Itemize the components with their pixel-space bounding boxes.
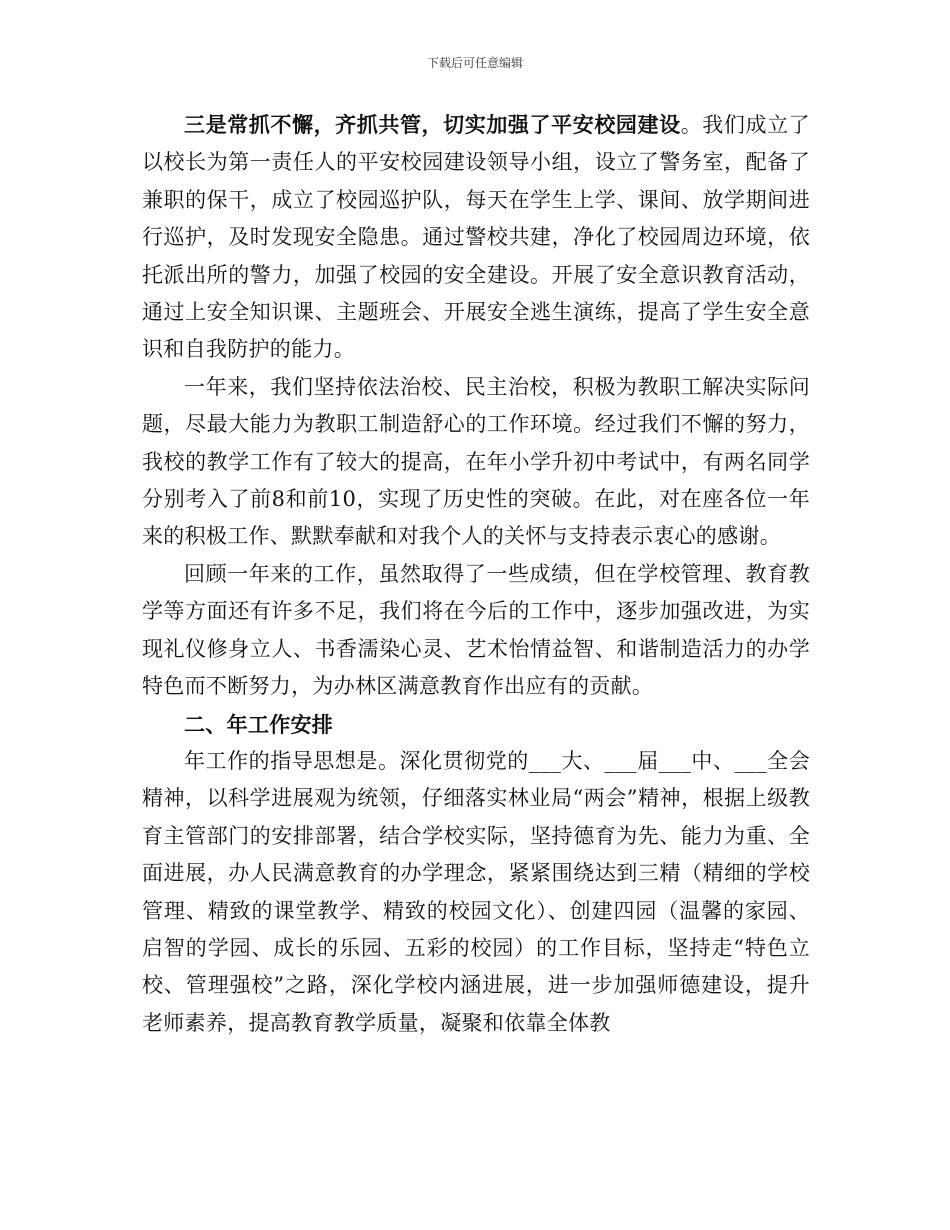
section-heading: 二、年工作安排: [184, 711, 334, 737]
document-body: [142, 106, 810, 1042]
paragraph-safe-campus: [142, 106, 810, 369]
paragraph-looking-back: 回顾一年来的工作，虽然取得了一些成绩，但在学校管理、教育教学等方面还有许多不足，我们将在今后的工作中，逐步加强改进，为实现礼仪修身立人、书香濡染心灵、艺术怡情益智、和谐制造活力的办学特色而不断努力，为办林区满意教育作出应有的贡献。: [142, 561, 810, 699]
page-header-note: 下载后可任意编辑: [426, 56, 523, 70]
paragraph-year-review: 一年来，我们坚持依法治校、民主治校，积极为教职工解决实际问题，尽最大能力为教职工制造舒心的工作环境。经过我们不懈的努力，我校的教学工作有了较大的提高，在年小学升初中考试中，有两名同学分别考入了前8和前10，实现了历史性的突破。在此，对在座各位一年来的积极工作、默默奉献和对我个人的关怀与支持表示衷心的感谢。: [142, 374, 810, 549]
paragraph-text: 。我们成立了以校长为第一责任人的平安校园建设领导小组，设立了警务室，配备了兼职的保干，成立了校园巡护队，每天在学生上学、课间、放学期间进行巡护，及时发现安全隐患。通过警校共建，净化了校园周边环境，依托派出所的警力，加强了校园的安全建设。开展了安全意识教育活动，通过上安全知识课、主题班会、开展安全逃生演练，提高了学生安全意识和自我防护的能力。: [142, 113, 810, 362]
paragraph-guiding-thought: 年工作的指导思想是。深化贯彻党的___大、___届___中、___全会精神，以科学进展观为统领，仔细落实林业局“两会”精神，根据上级教育主管部门的安排部署，结合学校实际，坚持德育为先、能力为重、全面进展，办人民满意教育的办学理念，紧紧围绕达到三精（精细的学校管理、精致的课堂教学、精致的校园文化）、创建四园（温馨的家园、启智的学园、成长的乐园、五彩的校园）的工作目标，坚持走“特色立校、管理强校”之路，深化学校内涵进展，进一步加强师德建设，提升老师素养，提高教育教学质量，凝聚和依靠全体教: [142, 748, 810, 1035]
paragraph-lead-bold: 三是常抓不懈，齐抓共管，切实加强了平安校园建设: [184, 112, 681, 137]
